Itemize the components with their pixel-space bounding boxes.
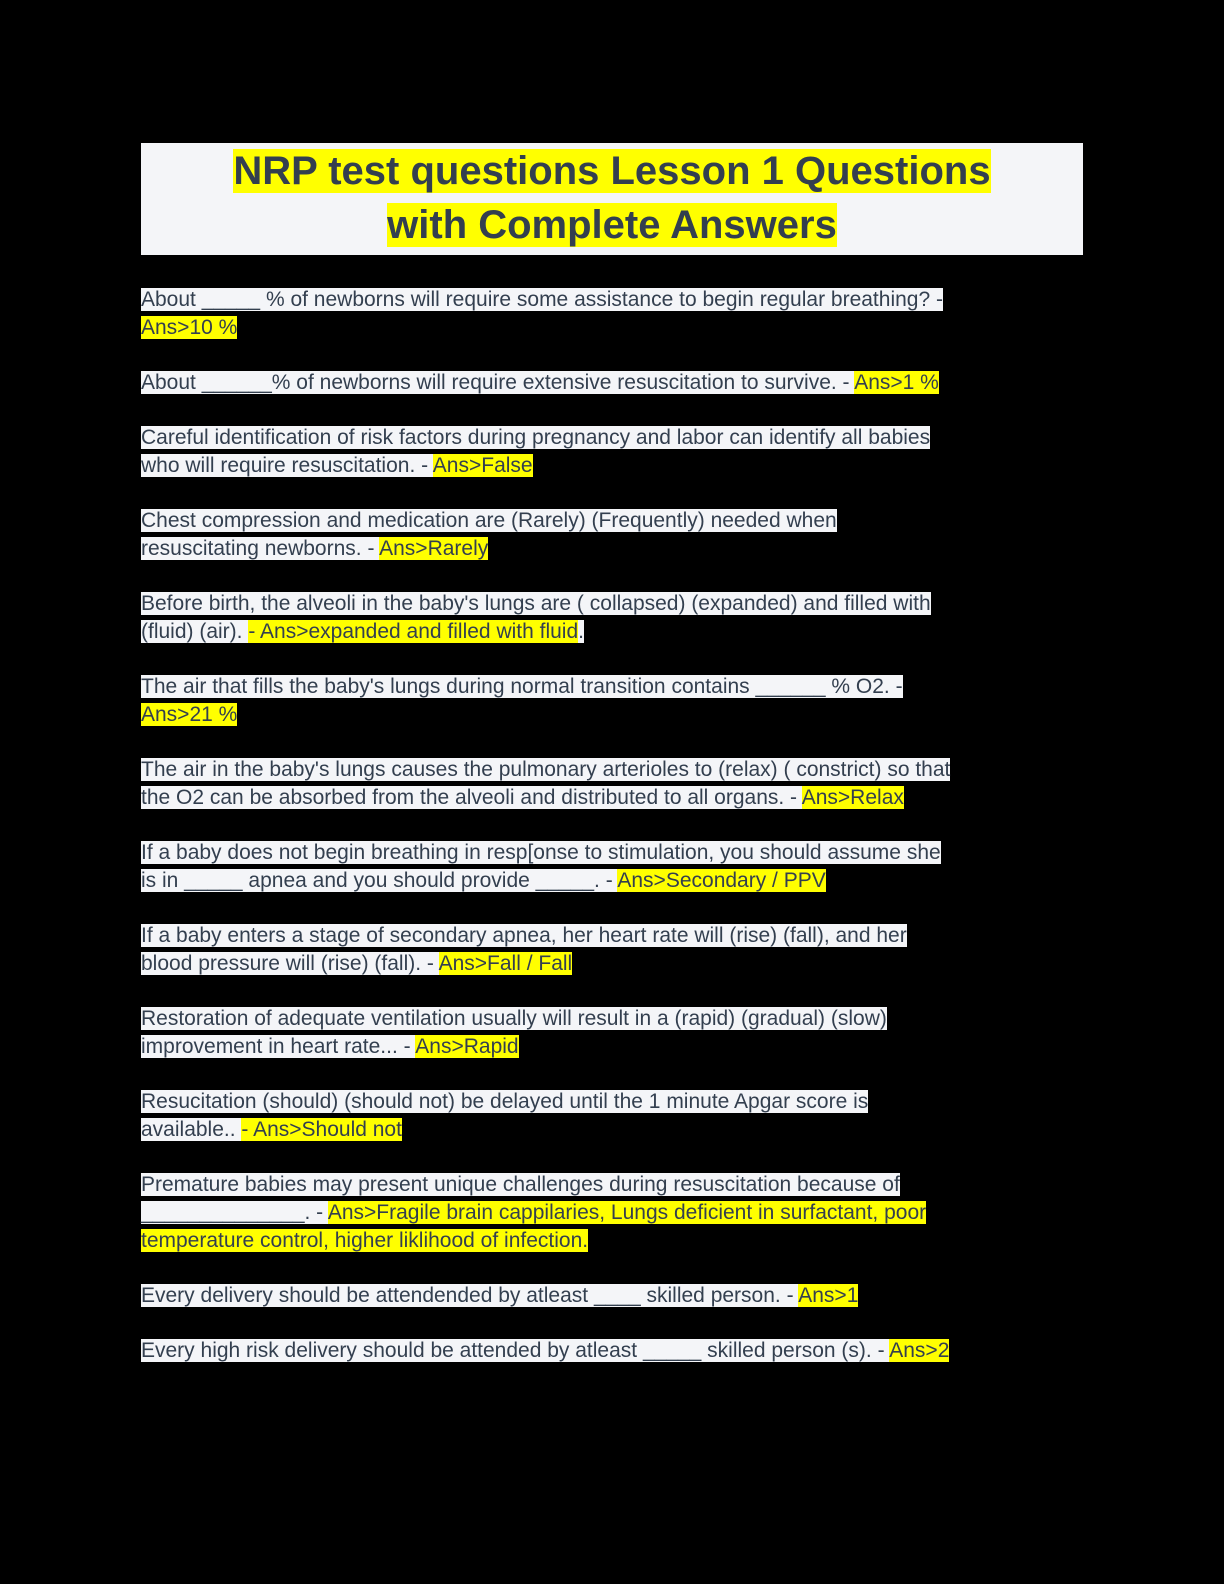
answer-text: temperature control, higher liklihood of infection.	[141, 1229, 589, 1252]
qa-line	[141, 1337, 1083, 1365]
answer-text: - Ans>Should not	[241, 1118, 402, 1141]
question-text: The air that fills the baby's lungs during normal transition contains ______ % O2. -	[141, 675, 903, 698]
qa-line	[141, 507, 1083, 535]
title-line-1	[141, 144, 1083, 198]
question-text: the O2 can be absorbed from the alveoli and distributed to all organs. -	[141, 786, 802, 809]
question-text: Careful identification of risk factors during pregnancy and labor can identify all babies	[141, 426, 931, 449]
qa-line	[141, 1116, 1083, 1144]
qa-line	[141, 1227, 1083, 1255]
question-text: About ______% of newborns will require extensive resuscitation to survive. -	[141, 371, 855, 394]
question-text: Resucitation (should) (should not) be delayed until the 1 minute Apgar score is	[141, 1090, 869, 1113]
answer-text: Ans>1 %	[854, 371, 939, 394]
qa-line	[141, 839, 1083, 867]
qa-item	[141, 756, 1083, 812]
qa-line	[141, 701, 1083, 729]
question-text: Premature babies may present unique challenges during resuscitation because of	[141, 1173, 900, 1196]
answer-text: Ans>10 %	[141, 316, 238, 339]
question-text: Restoration of adequate ventilation usually will result in a (rapid) (gradual) (slow)	[141, 1007, 887, 1030]
qa-line	[141, 922, 1083, 950]
qa-line	[141, 784, 1083, 812]
answer-text: Ans>2	[889, 1339, 950, 1362]
question-text: ______________. -	[141, 1201, 328, 1224]
qa-line	[141, 673, 1083, 701]
title-line-2	[141, 198, 1083, 252]
qa-item	[141, 1337, 1083, 1365]
qa-item	[141, 922, 1083, 978]
qa-line	[141, 1171, 1083, 1199]
qa-line	[141, 618, 1083, 646]
qa-line	[141, 1199, 1083, 1227]
document-content	[141, 143, 1083, 1392]
answer-text: Ans>Relax	[801, 786, 904, 809]
qa-line	[141, 1033, 1083, 1061]
question-text: .	[578, 620, 584, 643]
qa-item	[141, 369, 1083, 397]
question-text: who will require resuscitation. -	[141, 454, 433, 477]
answer-text: Ans>Rapid	[415, 1035, 519, 1058]
title-text-1: NRP test questions Lesson 1 Questions	[233, 149, 991, 193]
qa-item	[141, 673, 1083, 729]
question-text: (fluid) (air).	[141, 620, 249, 643]
qa-item	[141, 1171, 1083, 1255]
qa-item	[141, 1282, 1083, 1310]
question-text: Every delivery should be attendended by atleast ____ skilled person. -	[141, 1284, 799, 1307]
document-title-box	[141, 143, 1083, 255]
qa-item	[141, 1088, 1083, 1144]
qa-line	[141, 756, 1083, 784]
answer-text: Ans>1	[798, 1284, 859, 1307]
answer-text: Ans>Secondary / PPV	[617, 869, 826, 892]
qa-line	[141, 1088, 1083, 1116]
question-text: If a baby enters a stage of secondary apnea, her heart rate will (rise) (fall), and her	[141, 924, 907, 947]
qa-list	[141, 286, 1083, 1365]
qa-line	[141, 452, 1083, 480]
question-text: is in _____ apnea and you should provide _____. -	[141, 869, 618, 892]
qa-line	[141, 286, 1083, 314]
answer-text: Ans>Fragile brain cappilaries, Lungs deficient in surfactant, poor	[327, 1201, 927, 1224]
qa-item	[141, 839, 1083, 895]
qa-line	[141, 950, 1083, 978]
question-text: Chest compression and medication are (Rarely) (Frequently) needed when	[141, 509, 837, 532]
answer-text: Ans>False	[432, 454, 533, 477]
qa-line	[141, 314, 1083, 342]
qa-line	[141, 590, 1083, 618]
title-text-2: with Complete Answers	[387, 203, 837, 247]
qa-line	[141, 369, 1083, 397]
qa-item	[141, 590, 1083, 646]
answer-text: Ans>Rarely	[379, 537, 489, 560]
qa-line	[141, 867, 1083, 895]
answer-text: - Ans>expanded and filled with fluid	[248, 620, 579, 643]
qa-line	[141, 424, 1083, 452]
qa-item	[141, 1005, 1083, 1061]
qa-line	[141, 535, 1083, 563]
question-text: blood pressure will (rise) (fall). -	[141, 952, 439, 975]
question-text: resuscitating newborns. -	[141, 537, 380, 560]
question-text: Before birth, the alveoli in the baby's lungs are ( collapsed) (expanded) and filled with	[141, 592, 931, 615]
answer-text: Ans>21 %	[141, 703, 238, 726]
qa-item	[141, 424, 1083, 480]
answer-text: Ans>Fall / Fall	[438, 952, 573, 975]
question-text: About _____ % of newborns will require some assistance to begin regular breathing? -	[141, 288, 943, 311]
question-text: available..	[141, 1118, 242, 1141]
qa-item	[141, 286, 1083, 342]
question-text: The air in the baby's lungs causes the pulmonary arterioles to (relax) ( constrict) so that	[141, 758, 951, 781]
qa-line	[141, 1282, 1083, 1310]
question-text: If a baby does not begin breathing in resp[onse to stimulation, you should assume she	[141, 841, 941, 864]
qa-line	[141, 1005, 1083, 1033]
question-text: Every high risk delivery should be attended by atleast _____ skilled person (s). -	[141, 1339, 890, 1362]
qa-item	[141, 507, 1083, 563]
question-text: improvement in heart rate... -	[141, 1035, 416, 1058]
